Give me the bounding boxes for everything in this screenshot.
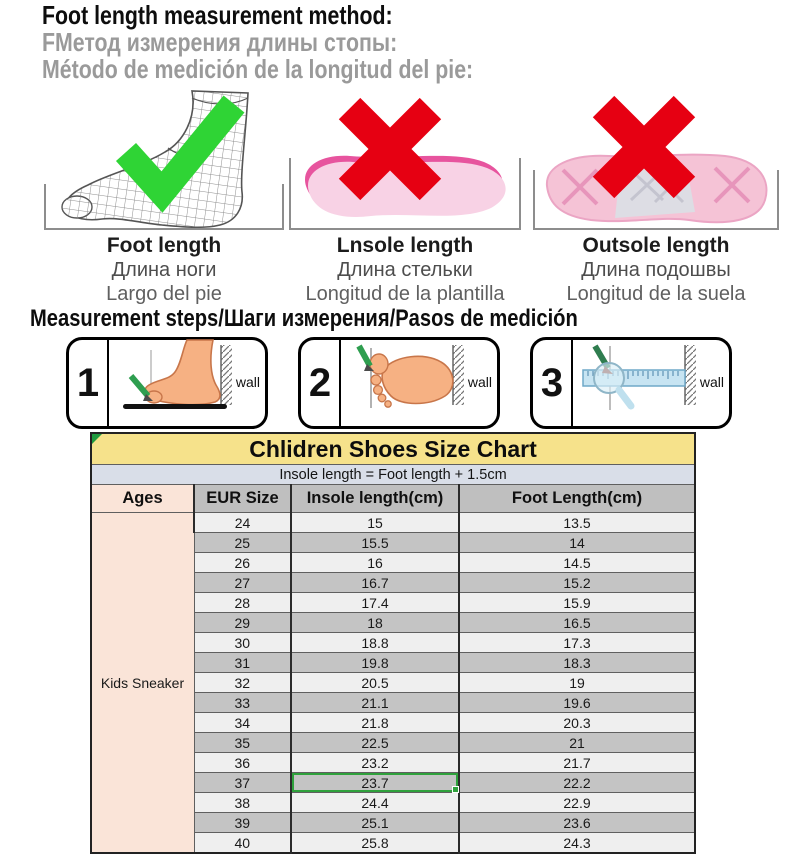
foot-length-label-ru: Длина ноги xyxy=(111,259,217,281)
foot-length-cell: 15.9 xyxy=(459,593,695,613)
foot-length-label-en: Foot length xyxy=(106,234,222,257)
eur-size-cell: 26 xyxy=(194,553,291,573)
step-1-number: 1 xyxy=(69,340,109,426)
size-chart-formula: Insole length = Foot length + 1.5cm xyxy=(91,465,695,485)
outsole-length-label-es: Longitud de la suela xyxy=(566,283,746,305)
foot-length-cell: 18.3 xyxy=(459,653,695,673)
eur-size-cell: 37 xyxy=(194,773,291,793)
column-header-ages: Ages xyxy=(91,485,194,513)
cross-icon xyxy=(331,90,449,208)
size-chart xyxy=(90,432,696,854)
eur-size-cell: 34 xyxy=(194,713,291,733)
insole-length-cell: 23.7 xyxy=(291,773,459,793)
foot-length-cell: 23.6 xyxy=(459,813,695,833)
figure-foot-length xyxy=(38,88,290,306)
eur-size-cell: 25 xyxy=(194,533,291,553)
foot-length-cell: 22.2 xyxy=(459,773,695,793)
eur-size-cell: 36 xyxy=(194,753,291,773)
eur-size-cell: 32 xyxy=(194,673,291,693)
foot-measure-line xyxy=(44,184,284,230)
outsole-length-label-ru: Длина подошвы xyxy=(581,259,731,281)
page-title-russian: FМетод измерения длины стопы: xyxy=(42,27,398,57)
insole-length-cell: 15.5 xyxy=(291,533,459,553)
eur-size-cell: 33 xyxy=(194,693,291,713)
foot-length-cell: 14 xyxy=(459,533,695,553)
column-header-insole: Insole length(cm) xyxy=(291,485,459,513)
insole-length-labels xyxy=(283,234,527,306)
foot-length-cell: 22.9 xyxy=(459,793,695,813)
measurement-steps-title: Measurement steps/Шаги измерения/Pasos de medición xyxy=(30,305,578,332)
foot-length-cell: 21.7 xyxy=(459,753,695,773)
page-title-spanish: Método de medición de la longitud del pie: xyxy=(42,54,474,84)
insole-length-cell: 22.5 xyxy=(291,733,459,753)
foot-length-cell: 20.3 xyxy=(459,713,695,733)
size-chart-header-row xyxy=(91,485,695,513)
insole-length-cell: 24.4 xyxy=(291,793,459,813)
foot-length-cell: 21 xyxy=(459,733,695,753)
insole-length-label-en: Lnsole length xyxy=(336,234,474,257)
outsole-length-labels xyxy=(527,234,785,306)
step-2-box xyxy=(298,337,500,429)
foot-length-cell: 13.5 xyxy=(459,513,695,533)
foot-length-cell: 16.5 xyxy=(459,613,695,633)
insole-length-label-ru: Длина стельки xyxy=(337,259,473,281)
insole-length-cell: 25.1 xyxy=(291,813,459,833)
step-2-wall-label: wall xyxy=(467,374,492,390)
ages-merged-cell: Kids Sneaker xyxy=(91,513,194,854)
eur-size-cell: 30 xyxy=(194,633,291,653)
insole-length-cell: 15 xyxy=(291,513,459,533)
foot-length-cell: 14.5 xyxy=(459,553,695,573)
step-1-wall-label: wall xyxy=(235,374,260,390)
foot-length-cell: 19.6 xyxy=(459,693,695,713)
figure-outsole-length xyxy=(527,88,785,306)
foot-length-labels xyxy=(38,234,290,306)
eur-size-cell: 40 xyxy=(194,833,291,854)
insole-length-cell: 19.8 xyxy=(291,653,459,673)
foot-length-cell: 17.3 xyxy=(459,633,695,653)
insole-length-cell: 21.1 xyxy=(291,693,459,713)
insole-length-cell: 18 xyxy=(291,613,459,633)
insole-length-cell: 23.2 xyxy=(291,753,459,773)
step-3-number: 3 xyxy=(533,340,573,426)
column-header-eur: EUR Size xyxy=(194,485,291,513)
eur-size-cell: 31 xyxy=(194,653,291,673)
foot-length-cell: 24.3 xyxy=(459,833,695,854)
column-header-foot: Foot Length(cm) xyxy=(459,485,695,513)
size-chart-title: Chlidren Shoes Size Chart xyxy=(91,433,695,465)
eur-size-cell: 39 xyxy=(194,813,291,833)
eur-size-cell: 29 xyxy=(194,613,291,633)
foot-length-cell: 15.2 xyxy=(459,573,695,593)
page-title-block xyxy=(42,2,568,83)
figure-insole-length xyxy=(283,88,527,306)
page-title: Foot length measurement method: xyxy=(42,0,393,30)
size-chart-body xyxy=(91,513,695,854)
eur-size-cell: 27 xyxy=(194,573,291,593)
measurement-steps-row xyxy=(66,337,732,429)
eur-size-cell: 35 xyxy=(194,733,291,753)
foot-length-cell: 19 xyxy=(459,673,695,693)
cross-icon xyxy=(585,88,703,206)
eur-size-cell: 24 xyxy=(194,513,291,533)
eur-size-cell: 38 xyxy=(194,793,291,813)
step-3-wall-label: wall xyxy=(699,374,724,390)
foot-length-label-es: Largo del pie xyxy=(106,283,222,305)
step-1-box xyxy=(66,337,268,429)
insole-length-cell: 18.8 xyxy=(291,633,459,653)
insole-length-cell: 17.4 xyxy=(291,593,459,613)
outsole-length-label-en: Outsole length xyxy=(582,234,730,257)
insole-length-cell: 16.7 xyxy=(291,573,459,593)
insole-length-cell: 20.5 xyxy=(291,673,459,693)
insole-length-label-es: Longitud de la plantilla xyxy=(305,283,505,305)
insole-length-cell: 21.8 xyxy=(291,713,459,733)
insole-length-cell: 25.8 xyxy=(291,833,459,854)
step-3-box xyxy=(530,337,732,429)
eur-size-cell: 28 xyxy=(194,593,291,613)
insole-length-cell: 16 xyxy=(291,553,459,573)
step-2-number: 2 xyxy=(301,340,341,426)
table-row xyxy=(91,513,695,533)
